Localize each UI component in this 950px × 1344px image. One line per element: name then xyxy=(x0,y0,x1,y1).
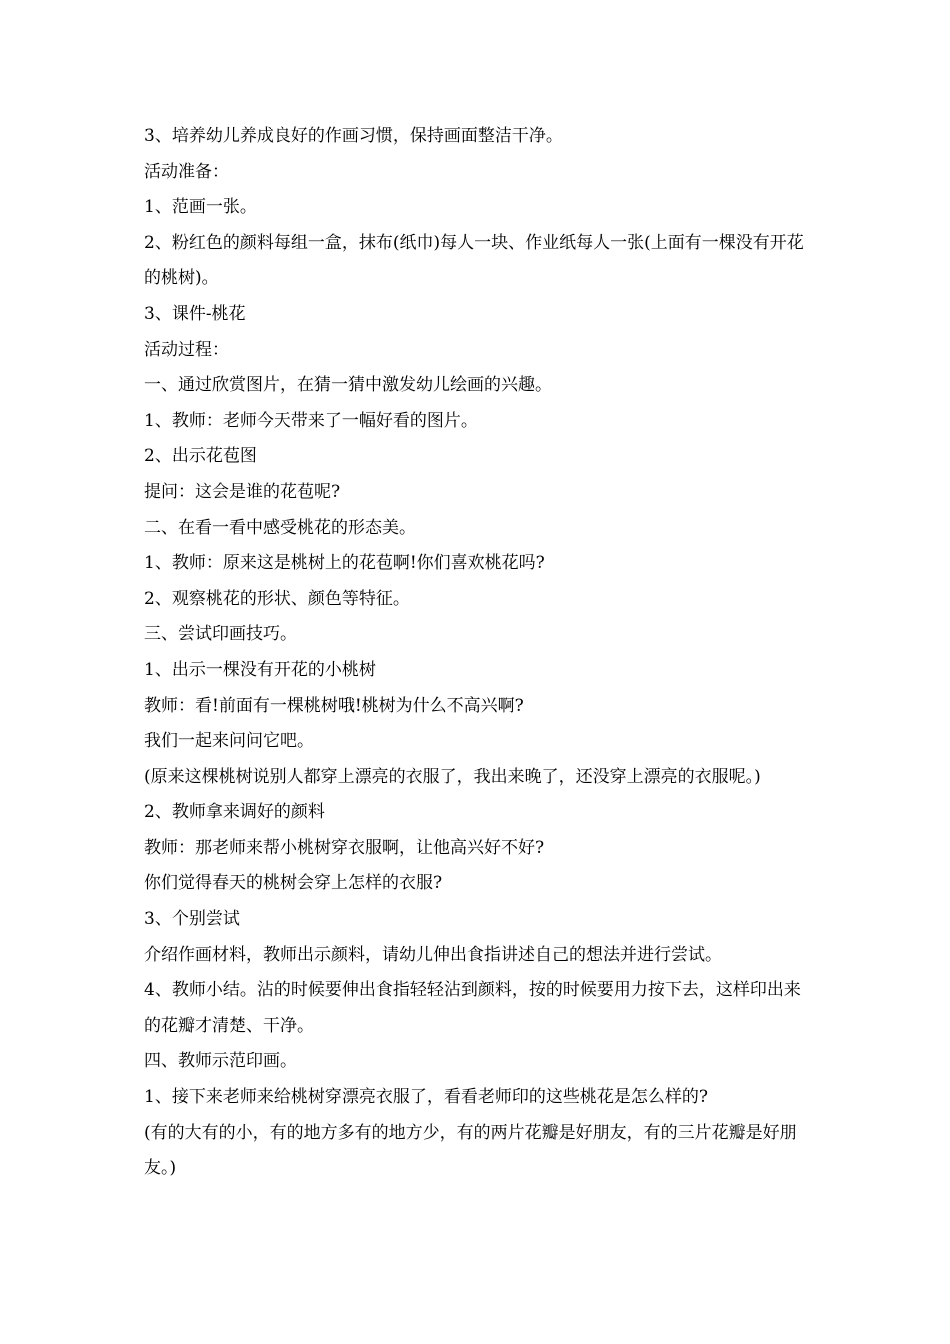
paragraph-petals: (有的大有的小，有的地方多有的地方少，有的两片花瓣是好朋友，有的三片花瓣是好朋友。) xyxy=(144,1122,797,1179)
paragraph-step-1-1: 1、教师：老师今天带来了一幅好看的图片。 xyxy=(144,410,478,431)
paragraph-step-3-2: 2、教师拿来调好的颜料 xyxy=(144,802,325,823)
paragraph-step-1-2: 2、出示花苞图 xyxy=(144,446,257,467)
paragraph-step-3-3: 3、个别尝试 xyxy=(144,909,240,930)
paragraph-question: 提问：这会是谁的花苞呢? xyxy=(144,481,341,502)
section-heading-3: 三、尝试印画技巧。 xyxy=(144,624,297,645)
section-heading-2: 二、在看一看中感受桃花的形态美。 xyxy=(144,517,416,538)
paragraph-materials: 介绍作画材料，教师出示颜料，请幼儿伸出食指讲述自己的想法并进行尝试。 xyxy=(144,944,722,965)
paragraph-tree-answer: (原来这棵桃树说别人都穿上漂亮的衣服了，我出来晚了，还没穿上漂亮的衣服呢。) xyxy=(144,766,761,787)
paragraph-goal-3: 3、培养幼儿养成良好的作画习惯，保持画面整洁干净。 xyxy=(144,126,563,146)
paragraph-prep-2: 2、粉红色的颜料每组一盒，抹布(纸巾)每人一块、作业纸每人一张(上面有一棵没有开花的桃树)。 xyxy=(144,232,804,289)
paragraph-teacher-1: 教师：看!前面有一棵桃树哦!桃树为什么不高兴啊? xyxy=(144,695,524,716)
paragraph-ask: 我们一起来问问它吧。 xyxy=(144,731,314,752)
paragraph-prep-1: 1、范画一张。 xyxy=(144,197,257,218)
paragraph-prep-3: 3、课件-桃花 xyxy=(144,303,246,324)
heading-preparation: 活动准备： xyxy=(144,161,229,182)
section-heading-1: 一、通过欣赏图片，在猜一猜中激发幼儿绘画的兴趣。 xyxy=(144,375,552,396)
paragraph-spring-question: 你们觉得春天的桃树会穿上怎样的衣服? xyxy=(144,873,443,894)
section-heading-4: 四、教师示范印画。 xyxy=(144,1051,297,1072)
paragraph-step-3-4: 4、教师小结。沾的时候要伸出食指轻轻沾到颜料，按的时候要用力按下去，这样印出来的花瓣才清楚、干净。 xyxy=(144,980,801,1036)
paragraph-step-3-1: 1、出示一棵没有开花的小桃树 xyxy=(144,659,376,680)
paragraph-step-4-1: 1、接下来老师来给桃树穿漂亮衣服了，看看老师印的这些桃花是怎么样的? xyxy=(144,1087,708,1108)
paragraph-step-2-1: 1、教师：原来这是桃树上的花苞啊!你们喜欢桃花吗? xyxy=(144,553,545,574)
paragraph-step-2-2: 2、观察桃花的形状、颜色等特征。 xyxy=(144,588,410,609)
paragraph-teacher-2: 教师：那老师来帮小桃树穿衣服啊，让他高兴好不好? xyxy=(144,837,545,858)
document-body xyxy=(144,119,809,1187)
heading-process: 活动过程： xyxy=(144,339,229,360)
